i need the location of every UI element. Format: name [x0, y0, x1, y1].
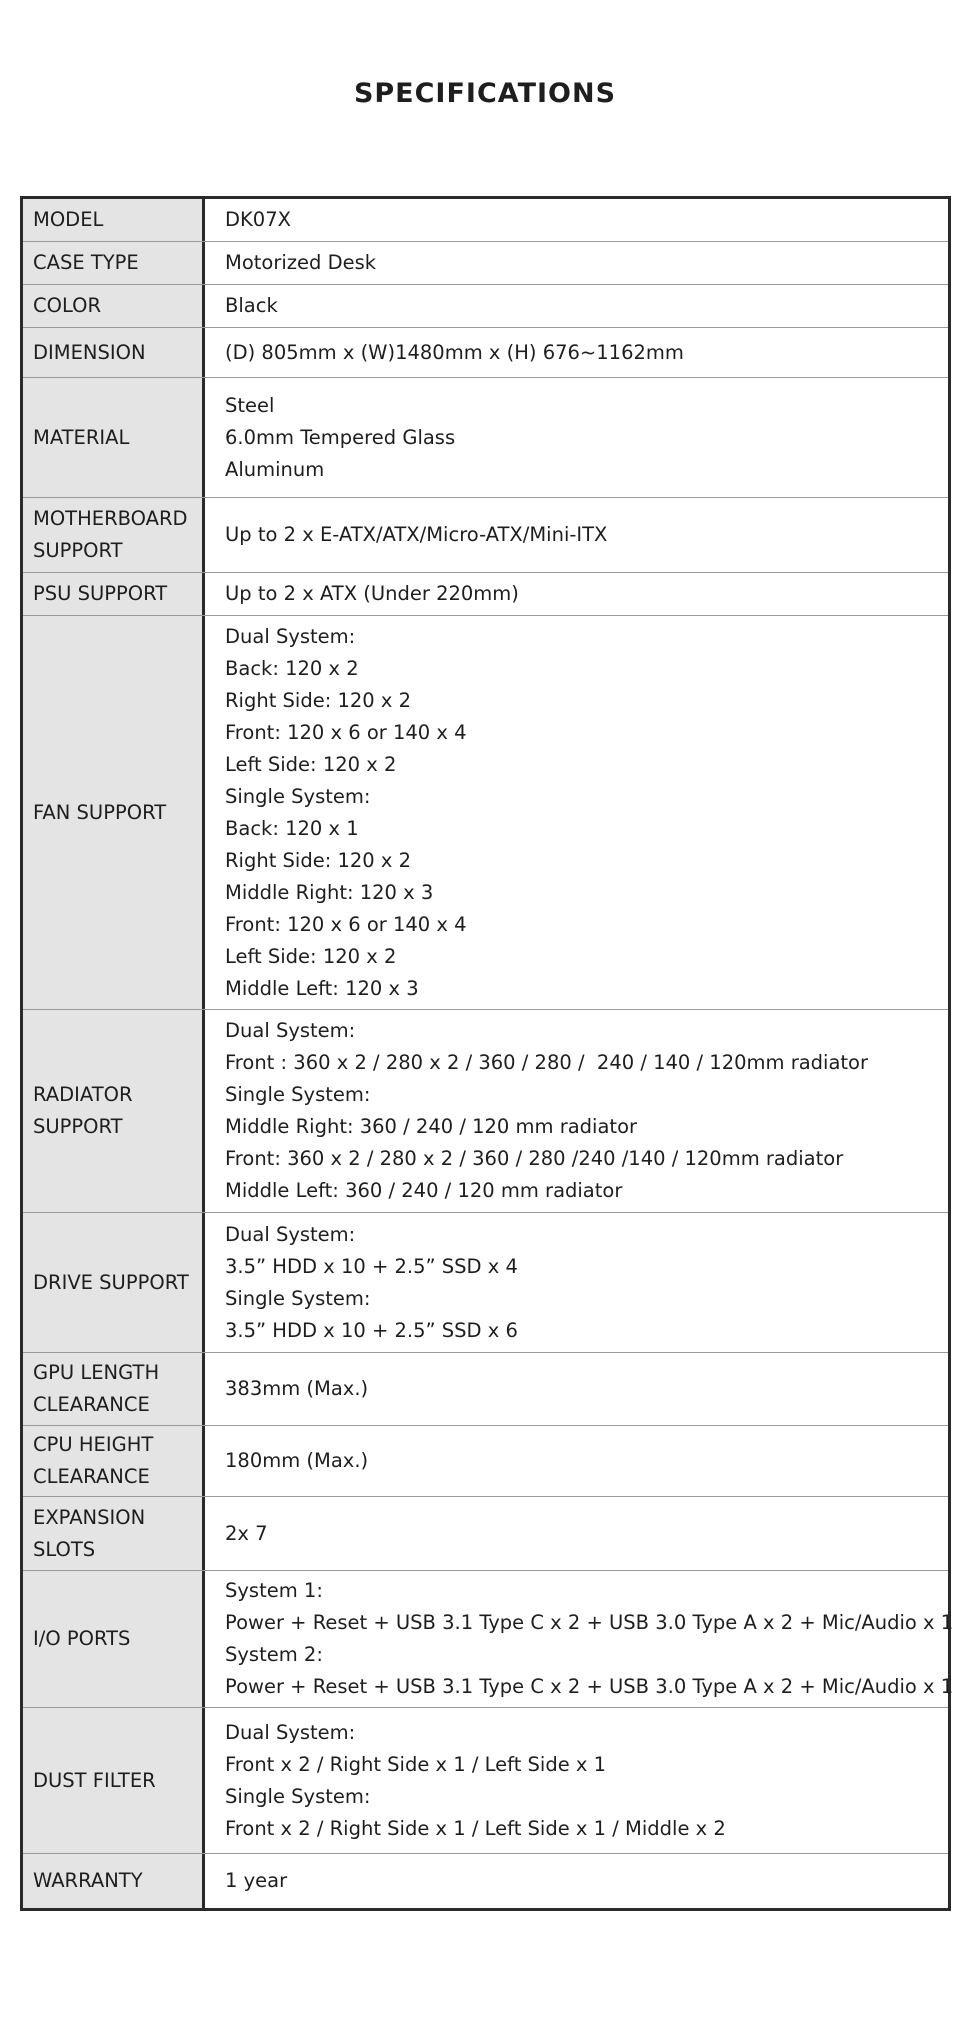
spec-value — [205, 616, 948, 1009]
spec-value-line: Single System: — [225, 1286, 371, 1310]
spec-value-line: Left Side: 120 x 2 — [225, 752, 397, 776]
spec-value-line: Dual System: — [225, 1019, 356, 1042]
spec-value-line: Front : 360 x 2 / 280 x 2 / 360 / 280 / 240 / 140 / 120mm radiator — [225, 1051, 869, 1074]
spec-label: GPU LENGTH CLEARANCE — [23, 1353, 205, 1425]
spec-value-line: Dual System: — [225, 624, 356, 648]
spec-label: MODEL — [23, 199, 205, 241]
spec-value — [205, 573, 948, 615]
page-title: SPECIFICATIONS — [353, 78, 617, 109]
spec-value-line: Dual System: — [225, 1720, 356, 1744]
spec-row — [23, 1708, 948, 1854]
spec-value-line: Front: 360 x 2 / 280 x 2 / 360 / 280 /240 /140 / 120mm radiator — [225, 1147, 844, 1170]
spec-label: RADIATOR SUPPORT — [23, 1010, 205, 1212]
spec-value-line: Single System: — [225, 784, 371, 808]
spec-value-line: Middle Left: 360 / 240 / 120 mm radiator — [225, 1179, 623, 1202]
spec-value-line: Front: 120 x 6 or 140 x 4 — [225, 912, 467, 936]
spec-value — [205, 378, 948, 497]
spec-row — [23, 1010, 948, 1213]
spec-row — [23, 1571, 954, 1708]
spec-row — [23, 328, 948, 378]
spec-value — [205, 1708, 948, 1853]
spec-label: MOTHERBOARD SUPPORT — [23, 498, 205, 572]
spec-value-line: Steel — [225, 393, 275, 417]
spec-value — [205, 1854, 948, 1908]
spec-value-line: Back: 120 x 1 — [225, 816, 359, 840]
spec-row — [23, 242, 948, 285]
spec-value — [205, 1213, 948, 1352]
spec-value-line: Black — [225, 294, 278, 317]
spec-value — [205, 498, 948, 572]
spec-value-line: Up to 2 x E-ATX/ATX/Micro-ATX/Mini-ITX — [225, 523, 608, 546]
spec-label: CPU HEIGHT CLEARANCE — [23, 1426, 205, 1496]
spec-value — [205, 242, 948, 284]
spec-value — [205, 1010, 948, 1212]
spec-value-line: Front x 2 / Right Side x 1 / Left Side x 1 — [225, 1752, 607, 1776]
spec-value-line: System 1: — [225, 1579, 323, 1602]
spec-row — [23, 285, 948, 328]
spec-table — [20, 196, 954, 1911]
spec-label: CASE TYPE — [23, 242, 205, 284]
spec-value-line: Right Side: 120 x 2 — [225, 848, 412, 872]
spec-value — [205, 199, 948, 241]
spec-row — [23, 1854, 948, 1908]
spec-value-line: 180mm (Max.) — [225, 1449, 369, 1472]
spec-label: PSU SUPPORT — [23, 573, 205, 615]
spec-value-line: Motorized Desk — [225, 251, 377, 274]
spec-value-line: 383mm (Max.) — [225, 1377, 369, 1400]
spec-row — [23, 1426, 948, 1497]
spec-value-line: 2x 7 — [225, 1521, 268, 1545]
spec-value — [205, 1426, 948, 1496]
spec-value-line: System 2: — [225, 1643, 323, 1666]
spec-label: DUST FILTER — [23, 1708, 205, 1853]
spec-row — [23, 498, 948, 573]
spec-value — [205, 328, 948, 377]
spec-value-line: Single System: — [225, 1083, 371, 1106]
spec-value-line: Middle Left: 120 x 3 — [225, 976, 419, 1000]
spec-value-line: 6.0mm Tempered Glass — [225, 425, 456, 449]
spec-row — [23, 378, 948, 498]
spec-row — [23, 573, 948, 616]
spec-value — [205, 1497, 948, 1570]
spec-value-line: 1 year — [225, 1869, 288, 1892]
spec-value-line: DK07X — [225, 208, 291, 231]
spec-value-line: Back: 120 x 2 — [225, 656, 359, 680]
spec-value-line: Dual System: — [225, 1222, 356, 1246]
spec-value — [205, 1353, 948, 1425]
spec-value — [205, 1571, 953, 1707]
spec-label: FAN SUPPORT — [23, 616, 205, 1009]
spec-row — [23, 1353, 948, 1426]
spec-value — [205, 285, 948, 327]
spec-label: WARRANTY — [23, 1854, 205, 1908]
spec-value-line: Up to 2 x ATX (Under 220mm) — [225, 582, 519, 605]
spec-value-line: Power + Reset + USB 3.1 Type C x 2 + USB 3.0 Type A x 2 + Mic/Audio x 1 — [225, 1675, 954, 1698]
spec-label: EXPANSION SLOTS — [23, 1497, 205, 1570]
spec-value-line: Front: 120 x 6 or 140 x 4 — [225, 720, 467, 744]
spec-value-line: (D) 805mm x (W)1480mm x (H) 676~1162mm — [225, 340, 684, 364]
spec-label: DRIVE SUPPORT — [23, 1213, 205, 1352]
spec-value-line: Middle Right: 360 / 240 / 120 mm radiator — [225, 1115, 638, 1138]
spec-row — [23, 1213, 948, 1353]
spec-label: I/O PORTS — [23, 1571, 205, 1707]
spec-value-line: 3.5” HDD x 10 + 2.5” SSD x 4 — [225, 1254, 518, 1278]
spec-value-line: Aluminum — [225, 457, 325, 481]
spec-value-line: Front x 2 / Right Side x 1 / Left Side x 1 / Middle x 2 — [225, 1816, 726, 1840]
spec-row — [23, 1497, 948, 1571]
spec-value-line: Power + Reset + USB 3.1 Type C x 2 + USB 3.0 Type A x 2 + Mic/Audio x 1 — [225, 1611, 954, 1634]
spec-value-line: Middle Right: 120 x 3 — [225, 880, 434, 904]
spec-row — [23, 616, 948, 1010]
spec-label: DIMENSION — [23, 328, 205, 377]
spec-row — [23, 199, 948, 242]
spec-value-line: Single System: — [225, 1784, 371, 1808]
spec-value-line: Right Side: 120 x 2 — [225, 688, 412, 712]
spec-label: COLOR — [23, 285, 205, 327]
spec-value-line: 3.5” HDD x 10 + 2.5” SSD x 6 — [225, 1318, 518, 1342]
spec-value-line: Left Side: 120 x 2 — [225, 944, 397, 968]
spec-label: MATERIAL — [23, 378, 205, 497]
